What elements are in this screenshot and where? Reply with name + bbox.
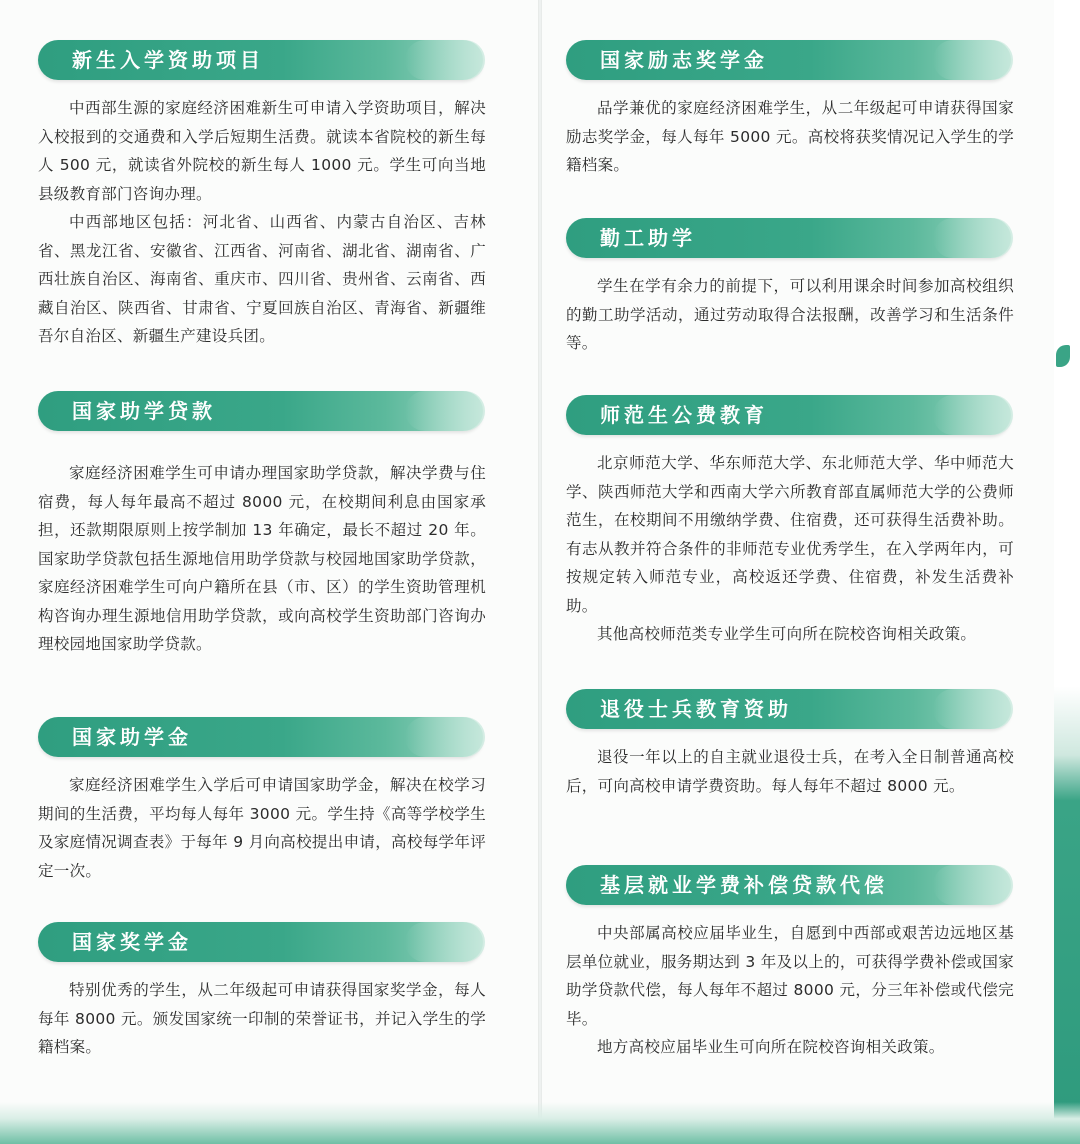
section-body <box>38 94 486 351</box>
section-paragraph: 家庭经济困难学生可申请办理国家助学贷款，解决学费与住宿费，每人每年最高不超过 8000 元，在校期间利息由国家承担，还款期限原则上按学制加 13 年确定，最长不超过 20 年。国家助学贷款包括生源地信用助学贷款与校园地国家助学贷款，家庭经济困难学生可向户籍所在县（市、区）的学生资助管理机构咨询办理生源地信用助学贷款，或向高校学生资助部门咨询办理校园地国家助学贷款。 <box>38 464 486 653</box>
section-national-scholarship <box>38 922 486 1062</box>
section-paragraph: 学生在学有余力的前提下，可以利用课余时间参加高校组织的勤工助学活动，通过劳动取得合法报酬，改善学习和生活条件等。 <box>566 277 1014 352</box>
section-inspirational-scholarship <box>566 40 1014 180</box>
section-title: 新生入学资助项目 <box>72 48 264 72</box>
section-body <box>566 743 1014 800</box>
section-body <box>38 771 486 885</box>
section-title-ribbon <box>566 689 1011 729</box>
section-paragraph: 退役一年以上的自主就业退役士兵，在考入全日制普通高校后，可向高校申请学费资助。每人每年不超过 8000 元。 <box>566 748 1014 795</box>
leaf-mark-icon <box>1056 345 1070 367</box>
section-body <box>566 919 1014 1062</box>
section-title: 国家奖学金 <box>72 930 192 954</box>
section-body <box>566 449 1014 649</box>
section-title-ribbon <box>38 922 483 962</box>
section-paragraph: 特别优秀的学生，从二年级起可申请获得国家奖学金，每人每年 8000 元。颁发国家统一印制的荣誉证书，并记入学生的学籍档案。 <box>38 981 486 1056</box>
section-title-ribbon <box>566 40 1011 80</box>
section-title: 退役士兵教育资助 <box>600 697 792 721</box>
section-title-ribbon <box>38 717 483 757</box>
section-work-study <box>566 218 1014 358</box>
section-body <box>566 94 1014 180</box>
section-title: 国家助学贷款 <box>72 399 216 423</box>
section-body <box>566 272 1014 358</box>
section-teacher-education <box>566 395 1014 649</box>
section-title-ribbon <box>566 395 1011 435</box>
section-paragraph: 中西部地区包括：河北省、山西省、内蒙古自治区、吉林省、黑龙江省、安徽省、江西省、河南省、湖北省、湖南省、广西壮族自治区、海南省、重庆市、四川省、贵州省、云南省、西藏自治区、陕西省、甘肃省、宁夏回族自治区、青海省、新疆维吾尔自治区、新疆生产建设兵团。 <box>38 213 486 345</box>
section-paragraph: 中央部属高校应届毕业生，自愿到中西部或艰苦边远地区基层单位就业，服务期达到 3 年及以上的，可获得学费补偿或国家助学贷款代偿，每人每年不超过 8000 元，分三年补偿或代偿完毕。 <box>566 924 1014 1028</box>
section-paragraph: 品学兼优的家庭经济困难学生，从二年级起可申请获得国家励志奖学金，每人每年 5000 元。高校将获奖情况记入学生的学籍档案。 <box>566 99 1014 174</box>
section-title-ribbon <box>566 218 1011 258</box>
edge-decoration-strip <box>1054 0 1080 1144</box>
section-title: 国家助学金 <box>72 725 192 749</box>
section-veteran-aid <box>566 689 1014 800</box>
section-title-ribbon <box>38 391 483 431</box>
bottom-decoration-band <box>0 1102 1080 1144</box>
section-paragraph: 北京师范大学、华东师范大学、东北师范大学、华中师范大学、陕西师范大学和西南大学六所教育部直属师范大学的公费师范生，在校期间不用缴纳学费、住宿费，还可获得生活费补助。有志从教并符合条件的非师范专业优秀学生，在入学两年内，可按规定转入师范专业，高校返还学费、住宿费，补发生活费补助。 <box>566 454 1014 615</box>
section-grassroots-loan-compensation <box>566 865 1014 1062</box>
section-national-student-loan <box>38 391 486 659</box>
section-paragraph: 地方高校应届毕业生可向所在院校咨询相关政策。 <box>597 1038 945 1056</box>
section-paragraph: 家庭经济困难学生入学后可申请国家助学金，解决在校学习期间的生活费，平均每人每年 3000 元。学生持《高等学校学生及家庭情况调查表》于每年 9 月向高校提出申请，高校每学年评定一次。 <box>38 776 486 880</box>
section-body <box>38 976 486 1062</box>
section-title: 国家励志奖学金 <box>600 48 768 72</box>
section-body <box>38 459 486 659</box>
section-title-ribbon <box>38 40 483 80</box>
section-new-student-aid <box>38 40 486 351</box>
section-title: 师范生公费教育 <box>600 403 768 427</box>
section-title: 勤工助学 <box>600 226 696 250</box>
section-paragraph: 其他高校师范类专业学生可向所在院校咨询相关政策。 <box>597 625 977 643</box>
section-national-grant <box>38 717 486 885</box>
section-paragraph: 中西部生源的家庭经济困难新生可申请入学资助项目，解决入校报到的交通费和入学后短期生活费。就读本省院校的新生每人 500 元，就读省外院校的新生每人 1000 元。学生可向当地县级教育部门咨询办理。 <box>38 99 486 203</box>
section-title-ribbon <box>566 865 1011 905</box>
section-title: 基层就业学费补偿贷款代偿 <box>600 873 888 897</box>
